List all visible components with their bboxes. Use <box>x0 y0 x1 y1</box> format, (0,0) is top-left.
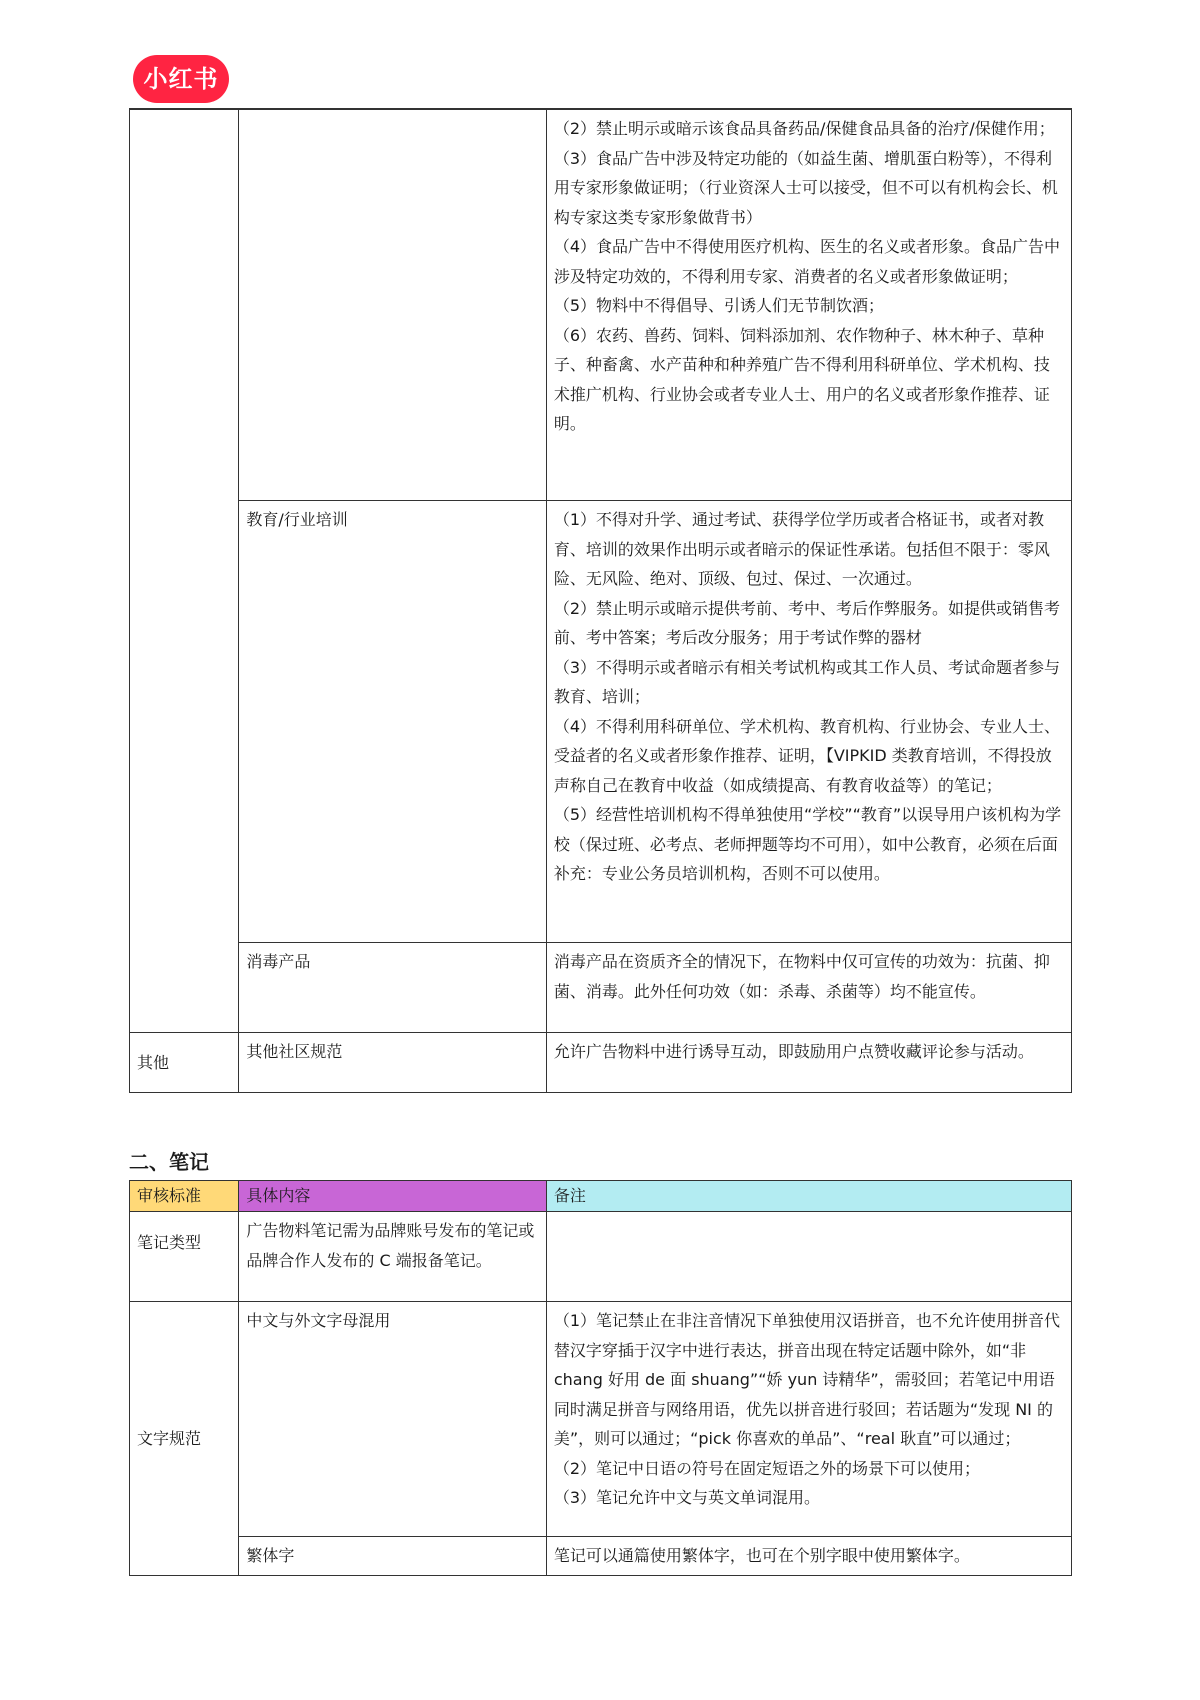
rule-item: （5）物料中不得倡导、引诱人们无节制饮酒； <box>553 296 884 315</box>
table-row <box>130 1033 1072 1093</box>
subcategory-cell: 消毒产品 <box>239 943 546 1033</box>
ad-rules-table-continued <box>129 108 1072 1093</box>
rule-item: （1）笔记禁止在非注音情况下单独使用汉语拼音，也不允许使用拼音代替汉字穿插于汉字中进行表达，拼音出现在特定话题中除外，如“非 chang 好用 de 面 shuang”“娇 yun 诗精华”，需驳回；若笔记中用语同时满足拼音与网络用语，优先以拼音进行驳回；若话题为“发现 NI 的美”，则可以通过；“pick 你喜欢的单品”、“real 耿直”可以通过； <box>553 1311 1060 1448</box>
rule-item: （2）禁止明示或暗示该食品具备药品/保健食品具备的治疗/保健作用； <box>553 119 1055 138</box>
subcategory-cell: 其他社区规范 <box>239 1033 546 1093</box>
table-row <box>130 943 1072 1033</box>
rule-item: （3）笔记允许中文与英文单词混用。 <box>553 1488 820 1507</box>
header-content: 具体内容 <box>239 1181 546 1212</box>
table-row <box>130 501 1072 943</box>
subcategory-cell <box>239 109 546 501</box>
content-cell: 中文与外文字母混用 <box>239 1302 546 1537</box>
table-row <box>130 109 1072 501</box>
xiaohongshu-logo: 小红书 <box>133 55 229 103</box>
rule-content-cell <box>546 501 1071 943</box>
rule-item: （3）不得明示或者暗示有相关考试机构或其工作人员、考试命题者参与教育、培训； <box>553 657 1060 706</box>
remark-cell: 笔记可以通篇使用繁体字，也可在个别字眼中使用繁体字。 <box>546 1537 1071 1576</box>
table-row <box>130 1537 1072 1576</box>
rule-item: （4）不得利用科研单位、学术机构、教育机构、行业协会、专业人士、受益者的名义或者形象作推荐、证明，【VIPKID 类教育培训，不得投放声称自己在教育中收益（如成绩提高、有教育收益等）的笔记； <box>553 716 1060 795</box>
category-cell <box>130 109 239 1033</box>
header-review-standard: 审核标准 <box>130 1181 239 1212</box>
category-cell: 其他 <box>130 1033 239 1093</box>
table-row <box>130 1302 1072 1537</box>
rule-item: （2）笔记中日语の符号在固定短语之外的场景下可以使用； <box>553 1458 980 1478</box>
rule-item: （1）不得对升学、通过考试、获得学位学历或者合格证书，或者对教育、培训的效果作出明示或者暗示的保证性承诺。包括但不限于：零风险、无风险、绝对、顶级、包过、保过、一次通过。 <box>553 510 1050 588</box>
rule-item: （2）禁止明示或暗示提供考前、考中、考后作弊服务。如提供或销售考前、考中答案；考后改分服务；用于考试作弊的器材 <box>553 598 1060 647</box>
rule-content-cell <box>546 109 1071 501</box>
rule-item: （6）农药、兽药、饲料、饲料添加剂、农作物种子、林木种子、草种子、种畜禽、水产苗种和种养殖广告不得利用科研单位、学术机构、技术推广机构、行业协会或者专业人士、用户的名义或者形象作推荐、证明。 <box>553 325 1050 433</box>
content-cell: 广告物料笔记需为品牌账号发布的笔记或品牌合作人发布的 C 端报备笔记。 <box>239 1212 546 1302</box>
content-cell: 繁体字 <box>239 1537 546 1576</box>
rule-item: （4）食品广告中不得使用医疗机构、医生的名义或者形象。食品广告中涉及特定功效的，不得利用专家、消费者的名义或者形象做证明； <box>553 237 1060 286</box>
rule-item: （3）食品广告中涉及特定功能的（如益生菌、增肌蛋白粉等），不得利用专家形象做证明；（行业资深人士可以接受，但不可以有机构会长、机构专家这类专家形象做背书） <box>553 148 1058 227</box>
subcategory-cell: 教育/行业培训 <box>239 501 546 943</box>
category-cell: 文字规范 <box>130 1302 239 1576</box>
category-cell: 笔记类型 <box>130 1212 239 1302</box>
table-header-row <box>130 1181 1072 1212</box>
remark-cell <box>546 1212 1071 1302</box>
rule-item: （5）经营性培训机构不得单独使用“学校”“教育”以误导用户该机构为学校（保过班、必考点、老师押题等均不可用），如中公教育，必须在后面补充：专业公务员培训机构，否则不可以使用。 <box>553 805 1062 883</box>
rule-content-cell: 消毒产品在资质齐全的情况下，在物料中仅可宣传的功效为：抗菌、抑菌、消毒。此外任何功效（如：杀毒、杀菌等）均不能宣传。 <box>546 943 1071 1033</box>
header-remark: 备注 <box>546 1181 1071 1212</box>
section-heading: 二、笔记 <box>129 1150 209 1174</box>
remark-cell <box>546 1302 1071 1537</box>
rule-content-cell: 允许广告物料中进行诱导互动，即鼓励用户点赞收藏评论参与活动。 <box>546 1033 1071 1093</box>
note-rules-table <box>129 1180 1072 1576</box>
table-row <box>130 1212 1072 1302</box>
